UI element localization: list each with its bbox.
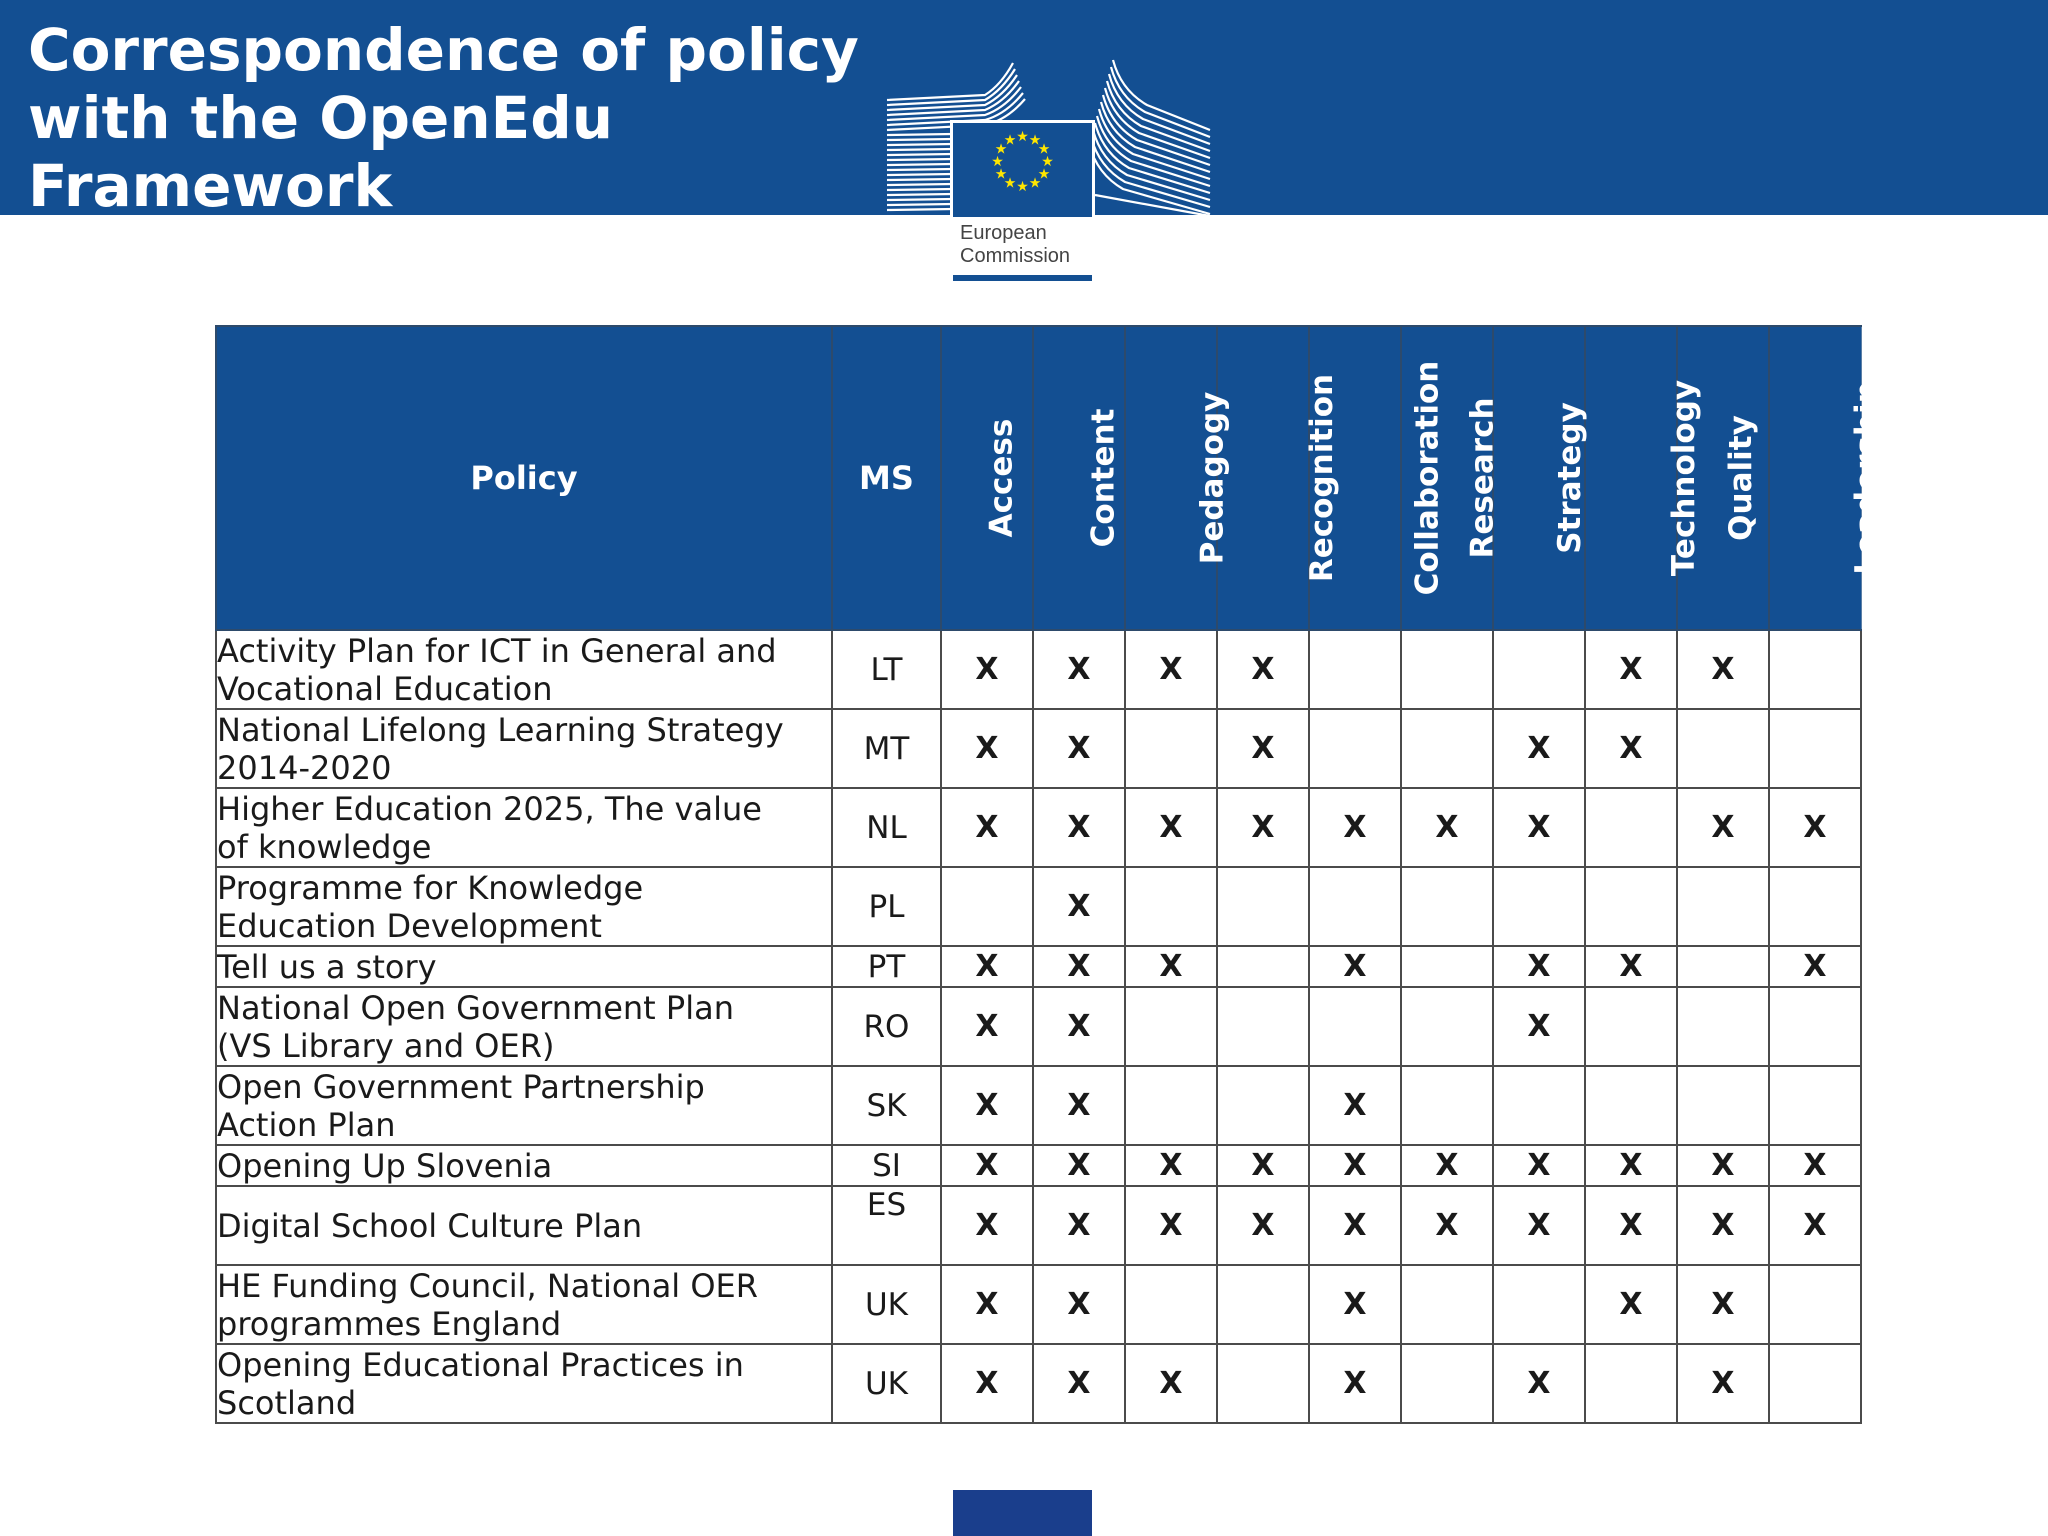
ms-cell: ES (832, 1186, 941, 1265)
mark-cell: X (1125, 1186, 1217, 1265)
svg-text:★: ★ (1028, 132, 1042, 149)
policy-line: programmes England (217, 1304, 562, 1343)
ms-cell: UK (832, 1265, 941, 1344)
svg-text:★: ★ (1037, 166, 1051, 183)
logo-underline (953, 275, 1092, 281)
mark-cell (1401, 630, 1493, 709)
header-technology (1585, 326, 1703, 630)
mark-cell (1677, 987, 1769, 1066)
mark-cell: X (941, 1186, 1033, 1265)
mark-cell (1309, 709, 1401, 788)
mark-cell: X (941, 946, 1033, 987)
ms-cell: MT (832, 709, 941, 788)
mark-cell (1677, 1066, 1769, 1145)
mark-cell: X (941, 709, 1033, 788)
table-row (216, 867, 1861, 946)
mark-cell (941, 867, 1033, 946)
policy-cell (216, 987, 832, 1066)
header-row (216, 326, 1861, 630)
mark-cell (1401, 1265, 1493, 1344)
policy-line: (VS Library and OER) (217, 1026, 555, 1065)
svg-text:★: ★ (994, 166, 1008, 183)
mark-cell: X (1677, 1265, 1769, 1344)
mark-cell (1309, 987, 1401, 1066)
svg-text:★: ★ (1041, 154, 1054, 170)
mark-cell: X (1217, 709, 1309, 788)
mark-cell (1769, 1066, 1861, 1145)
mark-cell: X (1309, 1066, 1401, 1145)
mark-cell (1309, 630, 1401, 709)
mark-cell: X (1309, 1344, 1401, 1423)
header-recognition (1217, 326, 1341, 630)
mark-cell: X (1493, 709, 1585, 788)
mark-cell (1401, 987, 1493, 1066)
mark-cell: X (1217, 1145, 1309, 1186)
policy-cell (216, 1066, 832, 1145)
mark-cell: X (1309, 946, 1401, 987)
policy-cell (216, 788, 832, 867)
mark-cell (1309, 867, 1401, 946)
mark-cell: X (1493, 1344, 1585, 1423)
mark-cell: X (1125, 630, 1217, 709)
policy-cell (216, 867, 832, 946)
svg-text:★: ★ (1028, 175, 1042, 192)
policy-cell (216, 1145, 832, 1186)
ms-cell: PT (832, 946, 941, 987)
svg-text:★: ★ (994, 141, 1008, 158)
policy-line: Tell us a story (217, 947, 437, 986)
mark-cell: X (1217, 1186, 1309, 1265)
policy-line: 2014-2020 (217, 748, 392, 787)
mark-cell (1585, 987, 1677, 1066)
policy-cell (216, 709, 832, 788)
table-row (216, 946, 1861, 987)
policy-line: Opening Educational Practices in (217, 1345, 744, 1384)
mark-cell (1493, 1066, 1585, 1145)
mark-cell: X (941, 1344, 1033, 1423)
policy-table-container (215, 325, 1885, 1423)
table-row (216, 1265, 1861, 1344)
mark-cell (1401, 946, 1493, 987)
mark-cell: X (1033, 946, 1125, 987)
mark-cell: X (1677, 1145, 1769, 1186)
mark-cell: X (1401, 1186, 1493, 1265)
table-row (216, 1066, 1861, 1145)
header-technology-label: Technology (1666, 379, 1703, 577)
header-content (1033, 326, 1125, 630)
mark-cell: X (1033, 987, 1125, 1066)
header-research-label: Research (1464, 397, 1501, 559)
mark-cell: X (1033, 1066, 1125, 1145)
mark-cell (1677, 709, 1769, 788)
mark-cell: X (1677, 1186, 1769, 1265)
title-line-3: Framework (28, 152, 393, 220)
mark-cell (1585, 788, 1677, 867)
mark-cell: X (1309, 1265, 1401, 1344)
mark-cell: X (1309, 788, 1401, 867)
mark-cell (1677, 946, 1769, 987)
policy-line: National Open Government Plan (217, 988, 734, 1027)
mark-cell: X (1033, 709, 1125, 788)
table-row (216, 630, 1861, 709)
mark-cell (1401, 867, 1493, 946)
mark-cell: X (1585, 946, 1677, 987)
mark-cell (1677, 867, 1769, 946)
policy-line: HE Funding Council, National OER (217, 1266, 758, 1305)
mark-cell (1769, 987, 1861, 1066)
header-quality-label: Quality (1722, 415, 1759, 541)
mark-cell: X (941, 1066, 1033, 1145)
header-collaboration-label: Collaboration (1409, 360, 1446, 596)
mark-cell: X (1033, 1145, 1125, 1186)
mark-cell: X (941, 788, 1033, 867)
mark-cell (1217, 867, 1309, 946)
ms-cell: NL (832, 788, 941, 867)
svg-text:★: ★ (1016, 129, 1029, 145)
table-row (216, 709, 1861, 788)
mark-cell: X (941, 1145, 1033, 1186)
mark-cell (1217, 987, 1309, 1066)
table-row (216, 788, 1861, 867)
ms-cell: PL (832, 867, 941, 946)
mark-cell: X (1769, 946, 1861, 987)
policy-line: Programme for Knowledge (217, 868, 644, 907)
policy-line: Activity Plan for ICT in General and (217, 631, 777, 670)
header-strategy (1493, 326, 1588, 630)
mark-cell: X (1401, 788, 1493, 867)
mark-cell (1769, 709, 1861, 788)
mark-cell: X (1033, 630, 1125, 709)
mark-cell: X (1033, 867, 1125, 946)
svg-text:★: ★ (991, 154, 1004, 170)
svg-text:★: ★ (1003, 132, 1017, 149)
mark-cell (1585, 1066, 1677, 1145)
mark-cell (1769, 1265, 1861, 1344)
mark-cell (1585, 1344, 1677, 1423)
mark-cell (1125, 867, 1217, 946)
header-policy: Policy (216, 326, 832, 630)
policy-cell (216, 1265, 832, 1344)
policy-cell (216, 946, 832, 987)
mark-cell: X (1217, 630, 1309, 709)
header-recognition-label: Recognition (1304, 373, 1341, 583)
ms-cell: SK (832, 1066, 941, 1145)
footer-blue-block (953, 1490, 1092, 1536)
mark-cell: X (1401, 1145, 1493, 1186)
table-row (216, 1186, 1861, 1265)
ms-cell: RO (832, 987, 941, 1066)
mark-cell: X (941, 1265, 1033, 1344)
header-access-label: Access (983, 418, 1020, 538)
mark-cell: X (1769, 1186, 1861, 1265)
mark-cell (1125, 709, 1217, 788)
policy-line: Action Plan (217, 1105, 396, 1144)
header-strategy-label: Strategy (1551, 402, 1588, 554)
policy-line: Opening Up Slovenia (217, 1146, 553, 1185)
mark-cell: X (941, 987, 1033, 1066)
mark-cell: X (1585, 1186, 1677, 1265)
policy-line: Education Development (217, 906, 602, 945)
mark-cell: X (1769, 1145, 1861, 1186)
header-content-label: Content (1085, 408, 1122, 548)
policy-framework-table (215, 325, 1885, 1424)
mark-cell: X (1125, 788, 1217, 867)
mark-cell (1125, 1265, 1217, 1344)
mark-cell (1401, 709, 1493, 788)
slide-title (28, 16, 888, 220)
header-leadership (1769, 326, 1885, 630)
table-body (216, 630, 1861, 1423)
policy-line: National Lifelong Learning Strategy (217, 710, 784, 749)
mark-cell (1493, 867, 1585, 946)
svg-text:★: ★ (1016, 179, 1029, 195)
building-right-lines (1089, 60, 1210, 216)
policy-line: Vocational Education (217, 669, 553, 708)
mark-cell (1125, 987, 1217, 1066)
policy-cell (216, 1186, 832, 1265)
mark-cell: X (1677, 630, 1769, 709)
policy-cell (216, 630, 832, 709)
svg-text:★: ★ (1003, 175, 1017, 192)
ms-cell: UK (832, 1344, 941, 1423)
mark-cell (1493, 630, 1585, 709)
logo-caption-line-1: European (960, 222, 1047, 244)
mark-cell: X (1493, 946, 1585, 987)
table-row (216, 987, 1861, 1066)
ms-cell: SI (832, 1145, 941, 1186)
mark-cell (1217, 946, 1309, 987)
mark-cell: X (1677, 1344, 1769, 1423)
policy-cell (216, 1344, 832, 1423)
table-row (216, 1145, 1861, 1186)
policy-line: Higher Education 2025, The value (217, 789, 762, 828)
mark-cell (1217, 1066, 1309, 1145)
mark-cell (1769, 630, 1861, 709)
mark-cell (1493, 1265, 1585, 1344)
mark-cell: X (1585, 630, 1677, 709)
mark-cell: X (1033, 788, 1125, 867)
policy-line: Open Government Partnership (217, 1067, 705, 1106)
mark-cell: X (941, 630, 1033, 709)
mark-cell: X (1493, 788, 1585, 867)
mark-cell: X (1033, 1265, 1125, 1344)
mark-cell (1217, 1344, 1309, 1423)
mark-cell: X (1585, 1145, 1677, 1186)
svg-text:★: ★ (1037, 141, 1051, 158)
title-line-1: Correspondence of policy (28, 16, 859, 84)
policy-line: of knowledge (217, 827, 432, 866)
policy-line: Scotland (217, 1383, 357, 1422)
mark-cell: X (1033, 1344, 1125, 1423)
mark-cell: X (1493, 1145, 1585, 1186)
mark-cell (1125, 1066, 1217, 1145)
ms-cell: LT (832, 630, 941, 709)
header-access (941, 326, 1033, 630)
logo-caption-line-2: Commission (960, 245, 1071, 267)
mark-cell: X (1677, 788, 1769, 867)
mark-cell: X (1309, 1186, 1401, 1265)
mark-cell (1217, 1265, 1309, 1344)
header-ms: MS (832, 326, 941, 630)
mark-cell (1769, 867, 1861, 946)
header-leadership-label: Leadership (1848, 381, 1885, 575)
table-row (216, 1344, 1861, 1423)
mark-cell: X (1769, 788, 1861, 867)
header-pedagogy-label: Pedagogy (1194, 391, 1231, 565)
mark-cell (1401, 1066, 1493, 1145)
title-line-2: with the OpenEdu (28, 84, 614, 152)
mark-cell (1769, 1344, 1861, 1423)
mark-cell: X (1493, 1186, 1585, 1265)
policy-line: Digital School Culture Plan (217, 1206, 643, 1245)
mark-cell: X (1309, 1145, 1401, 1186)
mark-cell (1585, 867, 1677, 946)
mark-cell: X (1585, 1265, 1677, 1344)
mark-cell: X (1125, 1344, 1217, 1423)
mark-cell: X (1125, 946, 1217, 987)
mark-cell: X (1033, 1186, 1125, 1265)
mark-cell: X (1125, 1145, 1217, 1186)
logo-caption (960, 222, 1070, 268)
mark-cell: X (1493, 987, 1585, 1066)
mark-cell: X (1217, 788, 1309, 867)
mark-cell (1401, 1344, 1493, 1423)
mark-cell: X (1585, 709, 1677, 788)
header-pedagogy (1125, 326, 1231, 630)
